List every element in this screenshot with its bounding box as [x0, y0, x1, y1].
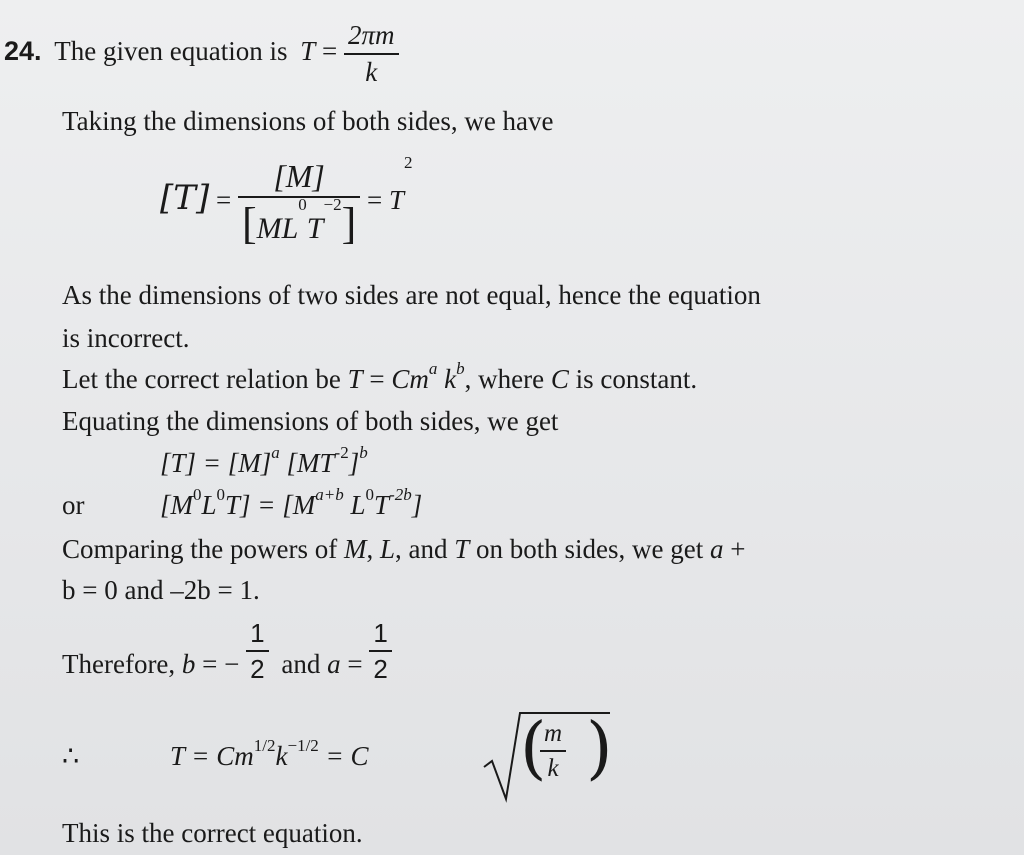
- therefore-symbol: ∴: [62, 741, 80, 771]
- dim-eq-numerator: [M]: [238, 160, 360, 198]
- dim-eq-lhs: [T]: [160, 178, 210, 219]
- equation-fraction: [344, 22, 399, 86]
- a-fraction: $\frac{1}{2}$: [369, 620, 391, 682]
- dim-eq-rhs-sup: 2: [404, 153, 413, 172]
- sqrt-expression: $\frac{m}{k}$ ( ): [482, 711, 612, 810]
- comparing-line-1: Comparing the powers of M, L, and T on both sides, we get a +: [62, 534, 746, 564]
- equating-line: Equating the dimensions of both sides, we get: [62, 406, 559, 436]
- therefore-line: Therefore, b = − $\frac{1}{2}$ and a = $\frac{1}{2}$: [62, 620, 392, 682]
- dim-eq-denominator: $[ML^0T^{-2}]$: [241, 195, 357, 248]
- problem-intro: The given equation is: [54, 36, 288, 67]
- conclusion-line: This is the correct equation.: [62, 818, 363, 848]
- dimensional-equation: [T] = $\frac{[M]}{[ML^0T^{-2}]}$ = $T^2$: [160, 153, 413, 248]
- equation-numerator: 2πm: [344, 22, 399, 55]
- correct-relation-line: Let the correct relation be $T = Cm^a$ $k^b$, where C is constant.: [62, 359, 698, 394]
- final-equation: ∴ $T = Cm^{1/2}k^{-1/2} = C$ $\frac{m}{k}$ ( ): [62, 725, 79, 752]
- comparing-line-2: b = 0 and –2b = 1.: [62, 575, 260, 605]
- equation-lhs: T: [300, 36, 316, 67]
- problem-statement: 24. The given equation is T = $\frac{2\pi m}{k}$: [4, 22, 399, 86]
- not-equal-line-2: is incorrect.: [62, 323, 190, 353]
- equation-denominator: k: [365, 57, 378, 87]
- or-label: or: [62, 490, 85, 520]
- not-equal-line-1: As the dimensions of two sides are not equal, hence the equation: [62, 280, 761, 310]
- problem-number: 24.: [4, 36, 42, 67]
- dimension-equation-2: or $[M^0L^0T] = [M^{a+b}$ $L^0T^{-2b}$]: [62, 485, 423, 520]
- b-fraction: $\frac{1}{2}$: [246, 620, 268, 682]
- dim-eq-rhs: T: [388, 185, 404, 216]
- dim-eq-fraction: [238, 160, 360, 246]
- dimension-equation-1: $[T] = [M]^a$ $[MT^{-2}]^b$: [160, 443, 368, 478]
- dimensions-intro: Taking the dimensions of both sides, we have: [62, 106, 554, 136]
